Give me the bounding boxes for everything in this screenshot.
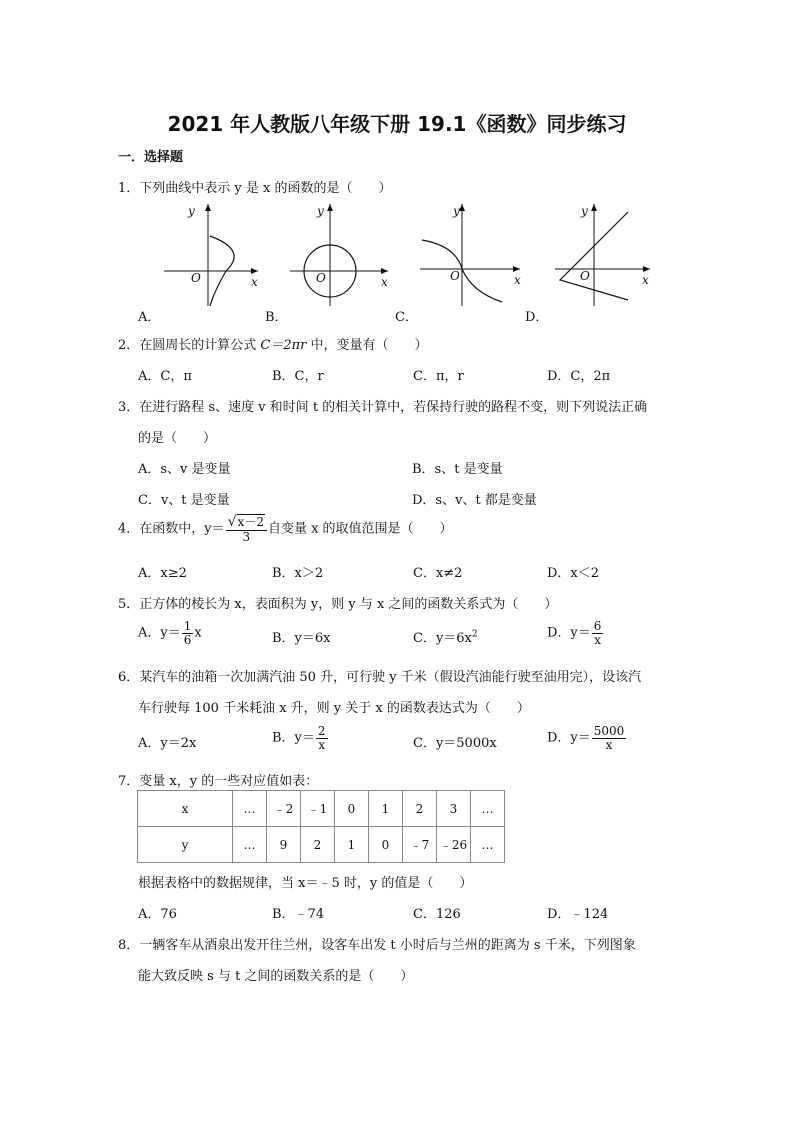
section-heading: 一．选择题 — [118, 150, 184, 165]
q6-option-d[interactable]: D．y＝ $\frac{5000}{x}$ — [547, 724, 625, 752]
table-cell: 0 — [335, 791, 369, 827]
question-8-stem-line-1: 8．一辆客车从酒泉出发开往兰州，设客车出发 t 小时后与兰州的距离为 s 千米，下列图象 — [118, 938, 636, 953]
graph-b-y-label: y — [317, 204, 324, 218]
q3-option-c[interactable]: C．v、t 是变量 — [138, 493, 230, 508]
graph-d-origin-label: O — [580, 269, 590, 283]
q6-option-b[interactable]: B．y＝ $\frac{2}{x}$ — [272, 724, 326, 752]
question-6-stem-line-2: 车行驶每 100 千米耗油 x 升，则 y 关于 x 的函数表达式为（ ） — [138, 701, 530, 716]
q4-option-c[interactable]: C．x≠2 — [413, 566, 463, 581]
page-title: 2021 年人教版八年级下册 19.1《函数》同步练习 — [167, 112, 627, 136]
q1-option-d[interactable]: D． — [525, 310, 549, 325]
q6-option-c[interactable]: C．y＝5000x — [413, 736, 497, 751]
q5-option-c[interactable]: C．$y=6x^2$ — [413, 629, 478, 646]
q3-option-b[interactable]: B．s、t 是变量 — [412, 462, 503, 477]
table-cell: ﹣1 — [301, 791, 335, 827]
question-5-stem: 5．正方体的棱长为 x，表面积为 y，则 y 与 x 之间的函数关系式为（ ） — [118, 597, 558, 612]
question-3-stem-line-1: 3．在进行路程 s、速度 v 和时间 t 的相关计算中，若保持行驶的路程不变，则下列说法正确 — [118, 400, 648, 415]
value-table — [137, 790, 505, 863]
question-1-stem: 1．下列曲线中表示 y 是 x 的函数的是（ ） — [118, 181, 392, 196]
graph-a-x-label: x — [251, 275, 258, 289]
q3-option-d[interactable]: D．s、v、t 都是变量 — [412, 493, 537, 508]
table-cell: ﹣26 — [437, 827, 471, 863]
graph-a-y-label: y — [188, 204, 195, 218]
table-row-x — [138, 791, 505, 827]
q4-option-d[interactable]: D．x＜2 — [547, 566, 600, 581]
q7-option-a[interactable]: A．76 — [138, 907, 177, 922]
graph-c-origin-label: O — [450, 269, 460, 283]
q2-option-a[interactable]: A．C，π — [138, 369, 192, 384]
table-cell: … — [471, 791, 505, 827]
q2-option-d[interactable]: D．C，2π — [547, 369, 611, 384]
table-row-y — [138, 827, 505, 863]
q2-option-c[interactable]: C．π，r — [413, 369, 464, 384]
question-8-stem-line-2: 能大致反映 s 与 t 之间的函数关系的是（ ） — [138, 969, 414, 984]
graph-b-x-label: x — [381, 275, 388, 289]
table-cell: 2 — [403, 791, 437, 827]
q4-fraction: $\frac{√x-2}{3}$ — [226, 515, 267, 543]
q7-option-b[interactable]: B．﹣74 — [272, 907, 325, 922]
table-cell: … — [233, 791, 267, 827]
graph-b — [290, 204, 388, 306]
graph-d-y-label: y — [581, 204, 588, 218]
table-cell: … — [233, 827, 267, 863]
table-cell: ﹣2 — [267, 791, 301, 827]
question-3-stem-line-2: 的是（ ） — [138, 431, 217, 446]
circumference-formula: C＝2πr — [260, 338, 307, 353]
table-cell: 3 — [437, 791, 471, 827]
q4-option-a[interactable]: A．x≥2 — [138, 566, 187, 581]
q1-option-c[interactable]: C． — [395, 310, 418, 325]
table-cell: … — [471, 827, 505, 863]
q3-option-a[interactable]: A．s、v 是变量 — [138, 462, 231, 477]
graph-c-y-label: y — [453, 204, 460, 218]
graph-a-origin-label: O — [191, 271, 201, 285]
q7-option-d[interactable]: D．﹣124 — [547, 907, 609, 922]
graph-c — [420, 204, 521, 306]
table-cell: x — [138, 791, 233, 827]
table-cell: 1 — [369, 791, 403, 827]
question-2-stem: 2．在圆周长的计算公式 C＝2πr 中，变量有（ ） — [118, 338, 428, 353]
question-6-stem-line-1: 6．某汽车的油箱一次加满汽油 50 升，可行驶 y 千米（假设汽油能行驶至油用完），设该汽 — [118, 670, 642, 685]
question-1-graphs — [130, 196, 670, 321]
question-7-followup: 根据表格中的数据规律，当 x＝﹣5 时，y 的值是（ ） — [138, 876, 473, 891]
q5-option-d[interactable]: D．y＝ $\frac{6}{x}$ — [547, 619, 602, 647]
graph-b-origin-label: O — [316, 271, 326, 285]
graph-d-x-label: x — [642, 273, 649, 287]
q4-option-b[interactable]: B．x＞2 — [272, 566, 324, 581]
q5-option-b[interactable]: B．y＝6x — [272, 631, 331, 646]
question-7-stem: 7．变量 x，y 的一些对应值如表： — [118, 774, 319, 789]
table-cell: 0 — [369, 827, 403, 863]
table-cell: 1 — [335, 827, 369, 863]
graph-a — [164, 204, 258, 306]
question-4-stem: 4．在函数中，y＝ $\frac{√x-2}{3}$ 自变量 x 的取值范围是（ ） — [118, 514, 453, 544]
q1-option-b[interactable]: B． — [265, 310, 288, 325]
graph-c-x-label: x — [514, 273, 521, 287]
table-cell: 2 — [301, 827, 335, 863]
table-cell: y — [138, 827, 233, 863]
graph-d — [555, 204, 650, 306]
table-cell: 9 — [267, 827, 301, 863]
q5-option-a[interactable]: A．y＝ $\frac{1}{6}$ x — [138, 619, 202, 647]
q7-option-c[interactable]: C．126 — [413, 907, 461, 922]
q2-option-b[interactable]: B．C，r — [272, 369, 324, 384]
q1-option-a[interactable]: A． — [138, 310, 161, 325]
table-cell: ﹣7 — [403, 827, 437, 863]
q6-option-a[interactable]: A．y＝2x — [138, 736, 197, 751]
